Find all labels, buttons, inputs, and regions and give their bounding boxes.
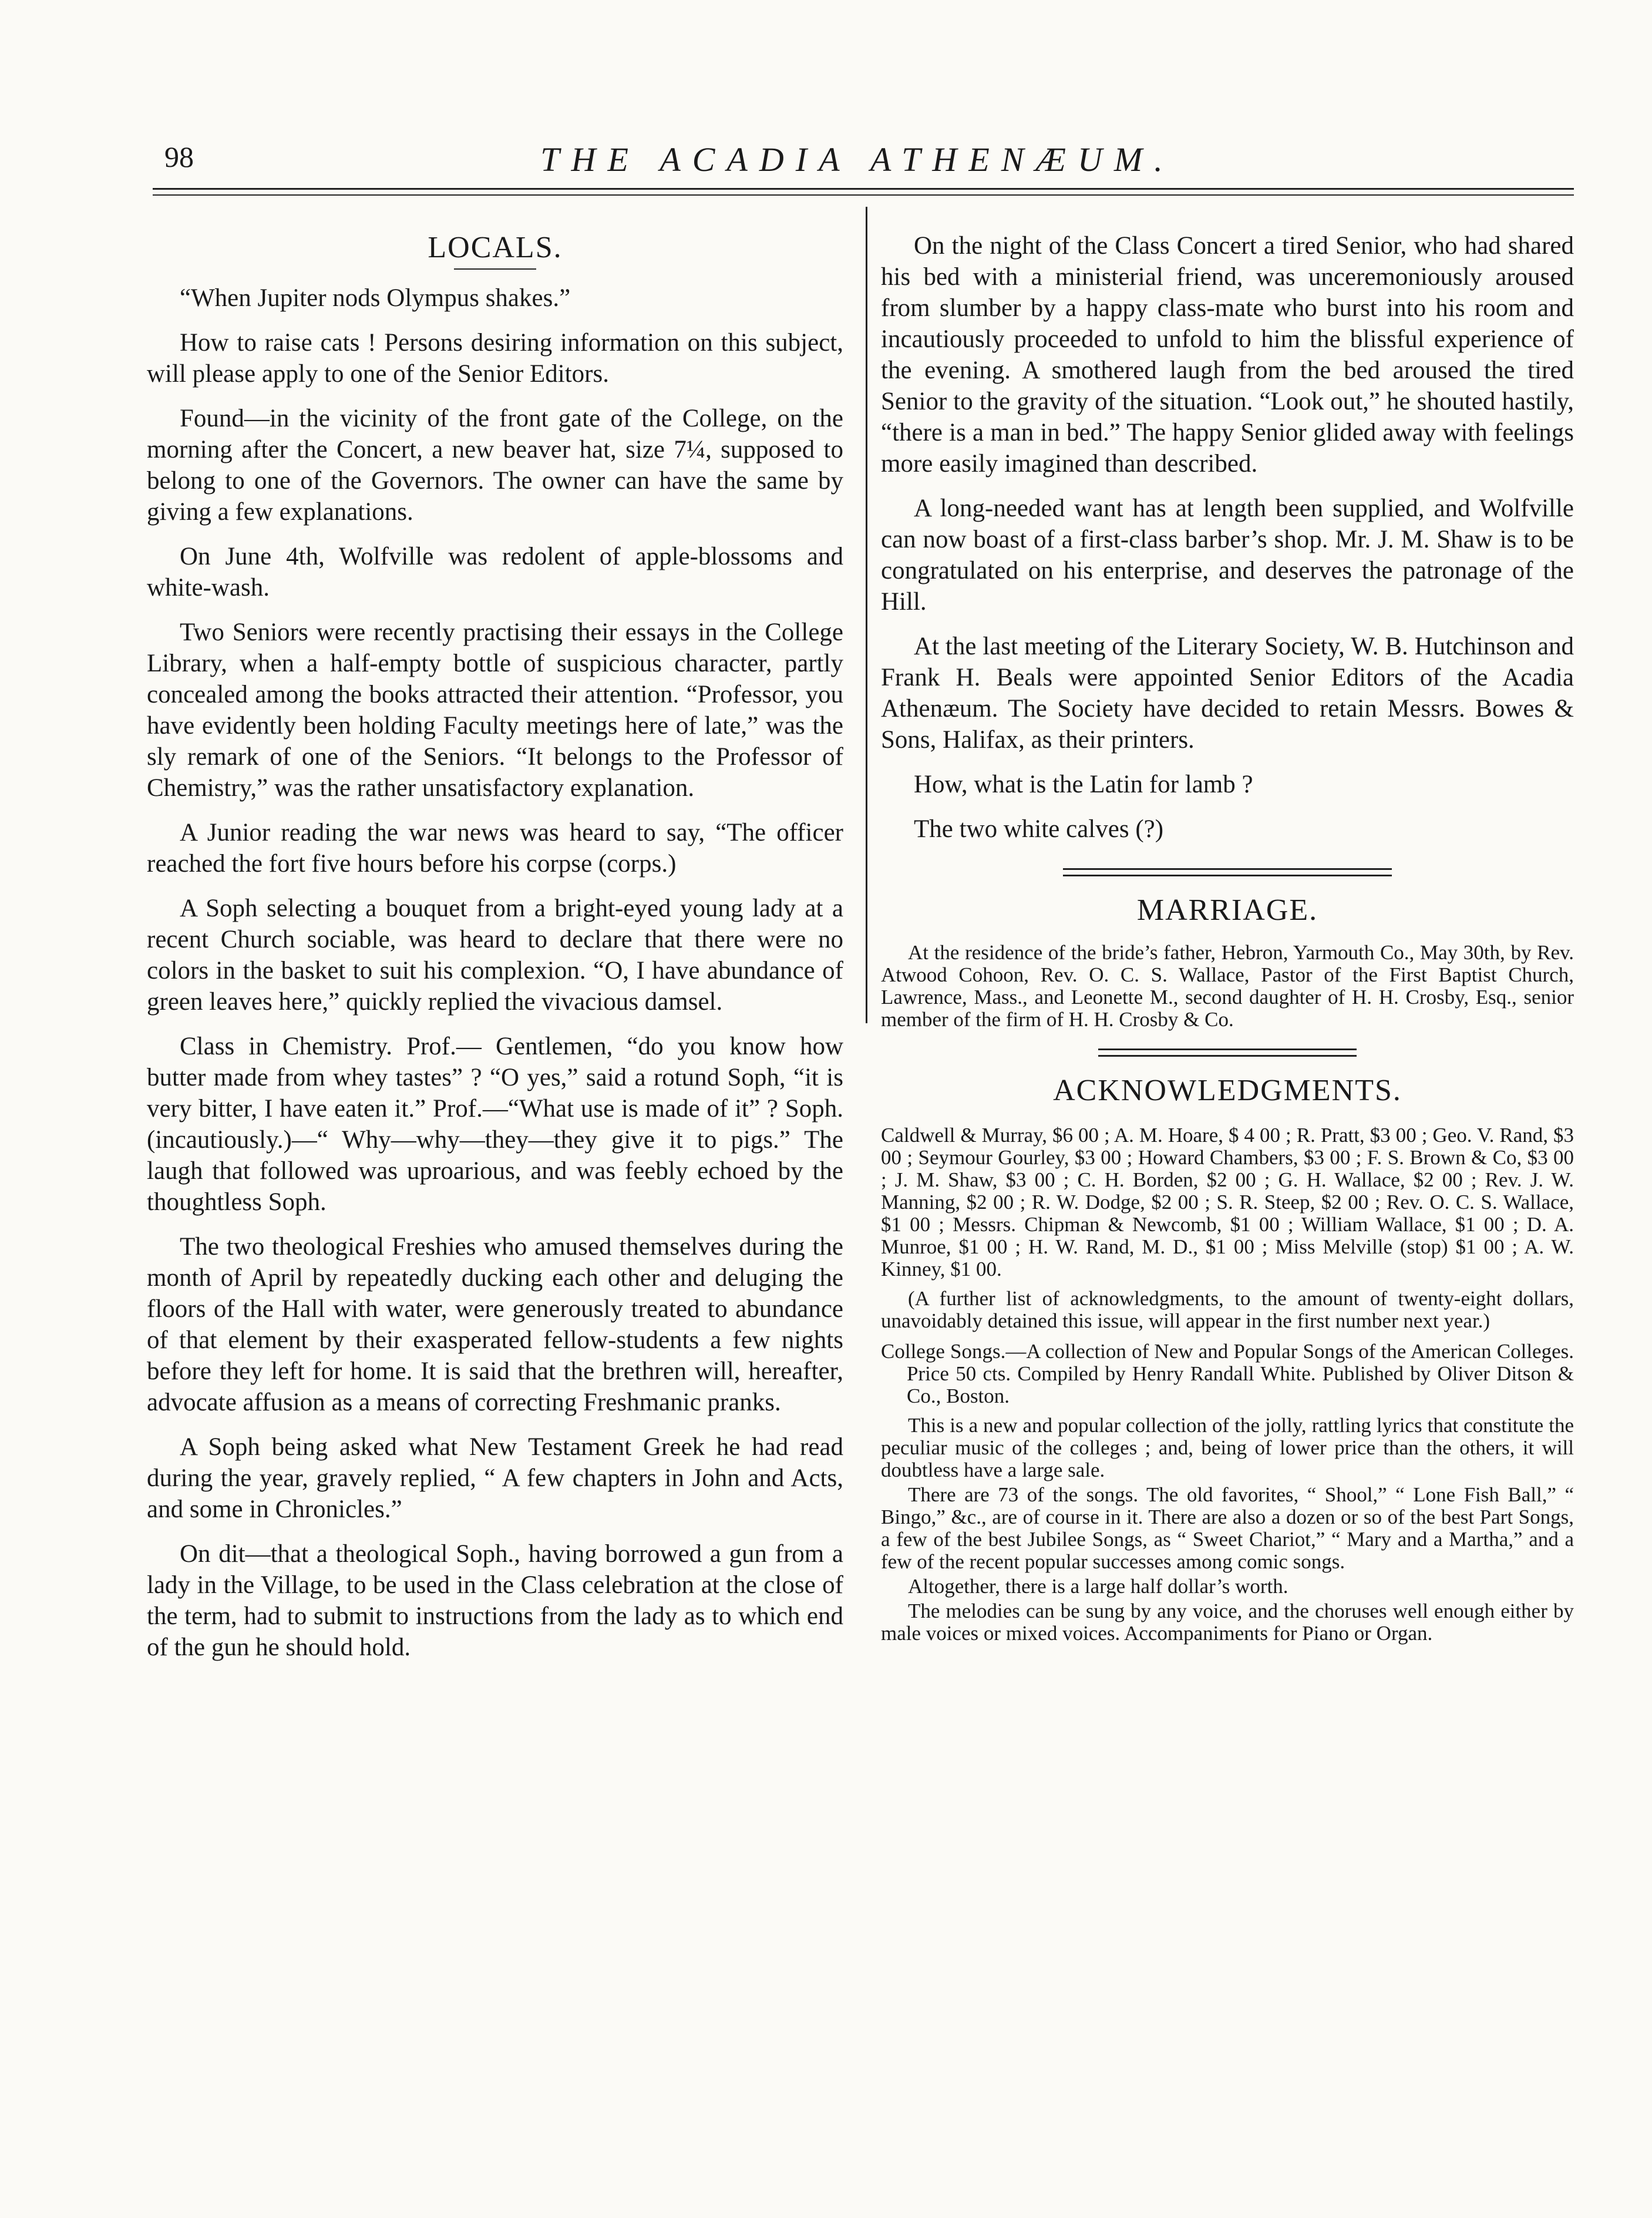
paragraph: Found—in the vicinity of the front gate of the College, on the morning after the Concert, a new beaver hat, size 7¼, supposed to belong to one of the Governors. The owner can have the same by giving a few explanations. — [147, 405, 843, 526]
column-divider — [866, 207, 867, 1023]
paragraph: On dit—that a theological Soph., having borrowed a gun from a lady in the Village, to be used in the Class celebration at the close of the term, had to submit to instructions from the lady as to which end of the gun he should hold. — [147, 1540, 843, 1661]
running-title: THE ACADIA ATHENÆUM. — [540, 140, 1175, 179]
review-paragraph: The melodies can be sung by any voice, and the choruses well enough either by male voices or mixed voices. Accompaniments for Piano or Organ. — [881, 1599, 1574, 1645]
review-paragraph: Altogether, there is a large half dollar’s worth. — [908, 1575, 1288, 1598]
page-header — [147, 140, 1568, 187]
section-rule — [1098, 1048, 1357, 1057]
page-number: 98 — [164, 140, 194, 173]
paragraph: On June 4th, Wolfville was redolent of apple-blossoms and white-wash. — [147, 543, 843, 601]
paragraph: Two Seniors were recently practising their essays in the College Library, when a half-empty bottle of suspicious character, partly concealed among the books attracted their attention. “Professor, you have evidently been holding Faculty meetings here of late,” was the sly remark of one of the Seniors. “It belongs to the Professor of Chemistry,” was the rather unsatisfactory explanation. — [147, 619, 843, 802]
acknowledgments-list: Caldwell & Murray, $6 00 ; A. M. Hoare, $ 4 00 ; R. Pratt, $3 00 ; Geo. V. Rand, $3 00 ; Seymour Gourley, $3 00 ; Howard Chambers, $3 00 ; F. S. Brown & Co, $3 00 ; J. M. Shaw, $3 00 ; C. H. Borden, $2 00 ; G. H. Wallace, $2 00 ; Rev. J. W. Manning, $2 00 ; R. W. Dodge, $2 00 ; S. R. Steep, $2 00 ; Rev. O. C. S. Wallace, $1 00 ; Messrs. Chipman & Newcomb, $1 00 ; William Wallace, $1 00 ; D. A. Munroe, $1 00 ; H. W. Rand, M. D., $1 00 ; Miss Melville (stop) $1 00 ; A. W. Kinney, $1 00. — [881, 1124, 1574, 1281]
acknowledgments-note: (A further list of acknowledgments, to the amount of twenty-eight dollars, unavoidably detained this issue, will appear in the first number next year.) — [881, 1287, 1574, 1332]
paragraph: Class in Chemistry. Prof.— Gentlemen, “do you know how butter made from whey tastes” ? “O yes,” said a rotund Soph, “it is very bitter, I have eaten it.” Prof.—“What use is made of it” ? Soph. (incautiously.)—“ Why—why—they—they give it to pigs.” The laugh that followed was uproarious, and was feebly echoed by the thoughtless Soph. — [147, 1033, 843, 1216]
section-rule — [1063, 868, 1392, 876]
locals-title: LOCALS. — [428, 231, 563, 264]
acknowledgments-title: ACKNOWLEDGMENTS. — [1053, 1074, 1402, 1107]
marriage-notice: At the residence of the bride’s father, Hebron, Yarmouth Co., May 30th, by Rev. Atwood Cohoon, Rev. O. C. S. Wallace, Pastor of the First Baptist Church, Lawrence, Mass., and Leonette M., second daughter of H. H. Crosby, Esq., senior member of the firm of H. H. Crosby & Co. — [881, 941, 1574, 1031]
review-paragraph: This is a new and popular collection of the jolly, rattling lyrics that constitute the peculiar music of the colleges ; and, being of lower price than the others, it will doubtless have a large sale. — [881, 1414, 1574, 1481]
paragraph: The two theological Freshies who amused themselves during the month of April by repeatedly ducking each other and deluging the floors of the Hall with water, were generously treated to abundance of that element by their exasperated fellow-students a few nights before they left for home. It is said that the brethren will, hereafter, advocate affusion as a means of correcting Freshmanic pranks. — [147, 1233, 843, 1416]
right-column — [881, 230, 1574, 1647]
title-rule — [454, 268, 536, 270]
paragraph: On the night of the Class Concert a tired Senior, who had shared his bed with a ministerial friend, was unceremoniously aroused from slumber by a happy class-mate who burst into his room and incautiously proceeded to unfold to him the blissful experience of the evening. A smothered laugh from the bed aroused the tired Senior to the gravity of the situation. “Look out,” he shouted hastily, “there is a man in bed.” The happy Senior glided away with feelings more easily imagined than described. — [881, 232, 1574, 478]
paragraph: How, what is the Latin for lamb ? — [914, 771, 1253, 798]
college-songs-heading: College Songs.—A collection of New and Popular Songs of the American Colleges. Price 50 cts. Compiled by Henry Randall White. Published by Oliver Ditson & Co., Boston. — [881, 1340, 1574, 1407]
header-rule — [153, 188, 1574, 196]
paragraph: The two white calves (?) — [914, 815, 1164, 843]
paragraph: How to raise cats ! Persons desiring information on this subject, will please apply to one of the Senior Editors. — [147, 329, 843, 388]
paragraph: “When Jupiter nods Olympus shakes.” — [180, 284, 571, 312]
marriage-title: MARRIAGE. — [1136, 893, 1318, 927]
paragraph: A Junior reading the war news was heard to say, “The officer reached the fort five hours before his corpse (corps.) — [147, 819, 843, 878]
paragraph: A Soph being asked what New Testament Greek he had read during the year, gravely replied, “ A few chapters in John and Acts, and some in Chronicles.” — [147, 1433, 843, 1523]
paragraph: A long-needed want has at length been supplied, and Wolfville can now boast of a first-class barber’s shop. Mr. J. M. Shaw is to be congratulated on his enterprise, and deserves the patronage of the Hill. — [881, 495, 1574, 616]
left-column — [147, 230, 843, 1676]
paragraph: At the last meeting of the Literary Society, W. B. Hutchinson and Frank H. Beals were appointed Senior Editors of the Acadia Athenæum. The Society have decided to retain Messrs. Bowes & Sons, Halifax, as their printers. — [881, 633, 1574, 754]
review-paragraph: There are 73 of the songs. The old favorites, “ Shool,” “ Lone Fish Ball,” “ Bingo,” &c., are of course in it. There are also a dozen or so of the best Part Songs, a few of the best Jubilee Songs, as “ Sweet Chariot,” “ Mary and a Martha,” and a few of the recent popular successes among comic songs. — [881, 1483, 1574, 1573]
paragraph: A Soph selecting a bouquet from a bright-eyed young lady at a recent Church sociable, was heard to declare that there were no colors in the basket to suit his complexion. “O, I have abundance of green leaves here,” quickly replied the vivacious damsel. — [147, 895, 843, 1016]
